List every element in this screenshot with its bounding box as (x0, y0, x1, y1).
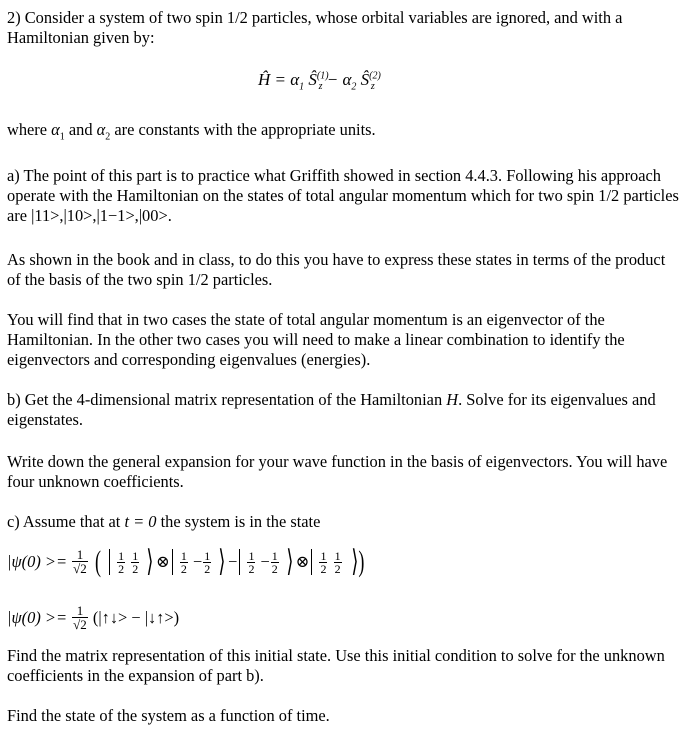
part-c-text: c) Assume that at t = 0 the system is in the state (7, 512, 321, 531)
part-a-p3: You will find that in two cases the state of total angular momentum is an eigenvector of the Hamiltonian. In the other two cases you will need to make a linear combination to identify the eigenvectors and corresponding eigenvalues (energies). (7, 310, 625, 369)
part-a-p2: As shown in the book and in class, to do this you have to express these states in terms of the product of the basis of the two spin 1/2 particles. (7, 250, 666, 289)
part-b-p2: Write down the general expansion for your wave function in the basis of eigenvectors. You will have four unknown coefficients. (7, 452, 668, 491)
hamiltonian-mid: − α (326, 70, 352, 89)
initial-state-arrows: |ψ(0) >= $\frac{1}{√2}$ (|↑↓> − |↓↑>) (7, 603, 180, 632)
part-c-p2: Find the matrix representation of this initial state. Use this initial condition to solve for the unknown coefficients in the expansion of part b). (7, 646, 665, 685)
hamiltonian-lhs: Ĥ = α (258, 70, 300, 89)
hamiltonian-equation: Ĥ = $\alpha_1$ $Ŝ^{(1)}_z - \alpha_2$ $Ŝ^{(2)}_z$ (258, 70, 381, 93)
where-line: where $\alpha_1$ and $\alpha_2$ are constants with the appropriate units. (7, 120, 376, 143)
part-c-p3: Find the state of the system as a function of time. (7, 706, 330, 725)
initial-state-expansion: |ψ(0) >= $\frac{1}{√2}$ ( $\frac{1}{2}$ $\frac{1}{2}$ ⟩ ⊗ $\frac{1}{2}$ − $\frac{1}{2}$ ⟩ − $\frac{1}{2}$ − $\frac{1}{2}$ ⟩ ⊗ $\frac{1}{2}$ $\frac{1}{2}$ ⟩) (7, 545, 365, 578)
s1-label: (1) (316, 70, 329, 82)
s2-label: (2) (369, 70, 381, 82)
part-b-text: b) Get the 4-dimensional matrix representation of the Hamiltonian H. Solve for its eigenvalues and eigenstates. (7, 390, 656, 429)
part-a-text: a) The point of this part is to practice what Griffith showed in section 4.4.3. Following his approach operate with the Hamiltonian on the states of total angular momentum which for two spin 1/2 particles are |11>,|10>,|1−1>,|00>. (7, 166, 679, 225)
problem-intro: 2) Consider a system of two spin 1/2 particles, whose orbital variables are ignored, and with a Hamiltonian given by: (7, 8, 623, 47)
